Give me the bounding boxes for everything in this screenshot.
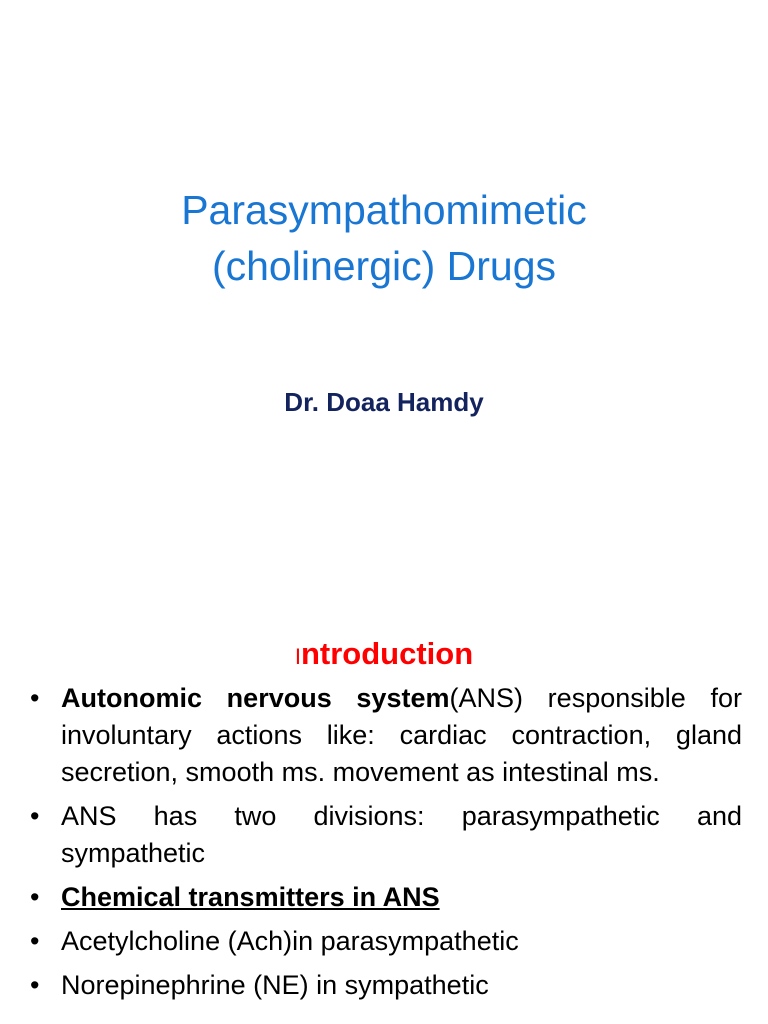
bullet-dot-icon: • [30, 882, 40, 912]
bullet-item [28, 680, 742, 791]
bullet-dot-icon: • [30, 683, 40, 713]
bullet-item [28, 879, 742, 916]
bullet-dot-icon: • [30, 970, 40, 1000]
bullet-dot-icon: • [30, 926, 40, 956]
bullet-item [28, 923, 742, 960]
introduction-slide [0, 620, 768, 1024]
bullet-text: Norepinephrine (NE) in sympathetic [61, 970, 489, 1000]
bullet-text: Acetylcholine (Ach)in parasympathetic [61, 926, 519, 956]
bullet-item [28, 967, 742, 1004]
bullet-dot-icon: • [30, 801, 40, 831]
slide-title [0, 182, 768, 294]
bullet-text: (ANS) responsible for involuntary actions like: cardiac contraction, gland secretion, smooth ms. movement as intestinal ms. [61, 683, 742, 787]
bullet-text: ANS has two divisions: parasympathetic and sympathetic [61, 801, 742, 868]
heading-rest: ntroduction [300, 636, 474, 671]
bullet-list [28, 680, 742, 1011]
slide-title-line-1: Parasympathomimetic [181, 187, 587, 233]
introduction-heading [0, 634, 768, 677]
bullet-item [28, 798, 742, 872]
bullet-bold-text: Autonomic nervous system [61, 683, 450, 713]
author-name: Dr. Doaa Hamdy [284, 387, 484, 417]
slide-title-line-2: (cholinergic) Drugs [211, 243, 557, 289]
heading-first-letter: I [294, 644, 301, 669]
bullet-subheading: Chemical transmitters in ANS [61, 882, 440, 912]
